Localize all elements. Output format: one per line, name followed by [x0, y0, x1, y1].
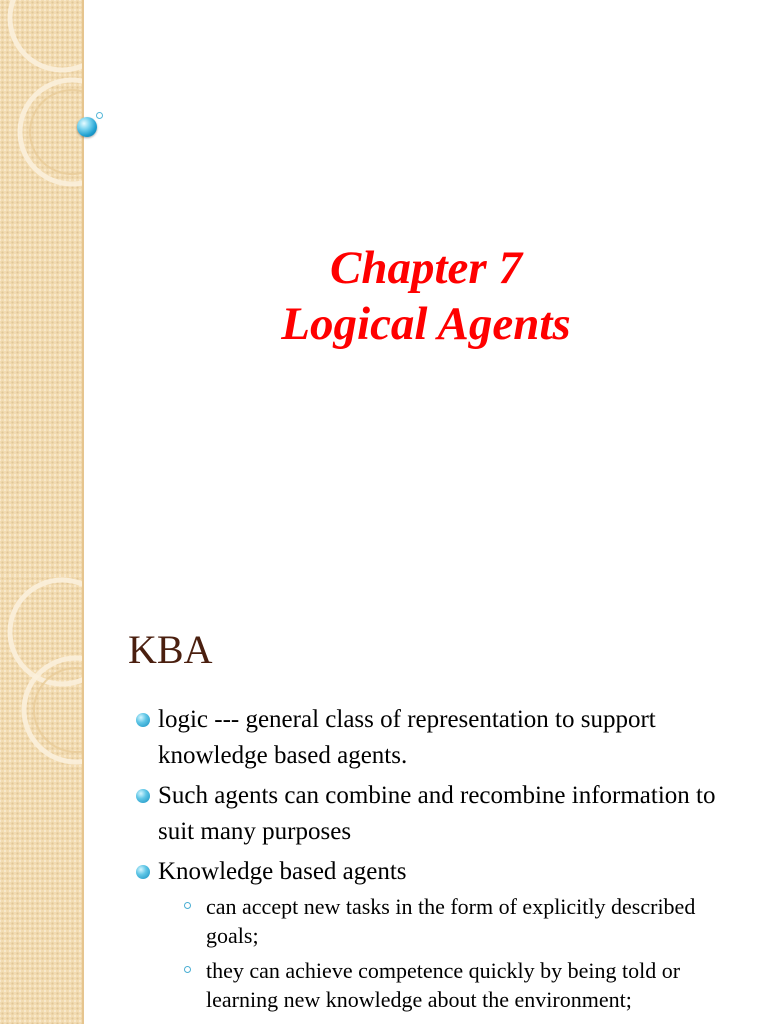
title-line-2: Logical Agents	[281, 298, 571, 350]
blue-orb-icon	[77, 117, 97, 137]
circle-ornament-icon	[0, 576, 84, 1024]
circle-ornament-icon	[0, 0, 84, 576]
sub-bullet-ring-icon	[184, 966, 191, 973]
title-line-1: Chapter 7	[330, 242, 522, 294]
decorative-side-band	[0, 576, 84, 1024]
bullet-text: logic --- general class of representation to support knowledge based agents.	[158, 706, 656, 769]
bullet-text: Such agents can combine and recombine information to suit many purposes	[158, 782, 716, 845]
sub-bullet-ring-icon	[184, 902, 191, 909]
bullet-dot-icon	[136, 789, 150, 803]
sub-list-item	[180, 892, 752, 950]
decorative-side-band	[0, 0, 84, 576]
slide-title-text	[84, 240, 768, 352]
bullet-list	[132, 702, 752, 1020]
sub-bullet-list	[180, 892, 752, 1014]
sub-bullet-text: they can achieve competence quickly by being told or learning new knowledge about the environment;	[206, 958, 681, 1012]
bullet-dot-icon	[136, 713, 150, 727]
sub-list-item	[180, 956, 752, 1014]
list-item	[132, 778, 752, 850]
bullet-dot-icon	[136, 865, 150, 879]
slide-heading: KBA	[128, 627, 213, 672]
sub-bullet-text: can accept new tasks in the form of explicitly described goals;	[206, 894, 696, 948]
list-item	[132, 854, 752, 1014]
list-item	[132, 702, 752, 774]
small-ring-icon	[96, 112, 103, 119]
bullet-text: Knowledge based agents	[158, 858, 407, 885]
